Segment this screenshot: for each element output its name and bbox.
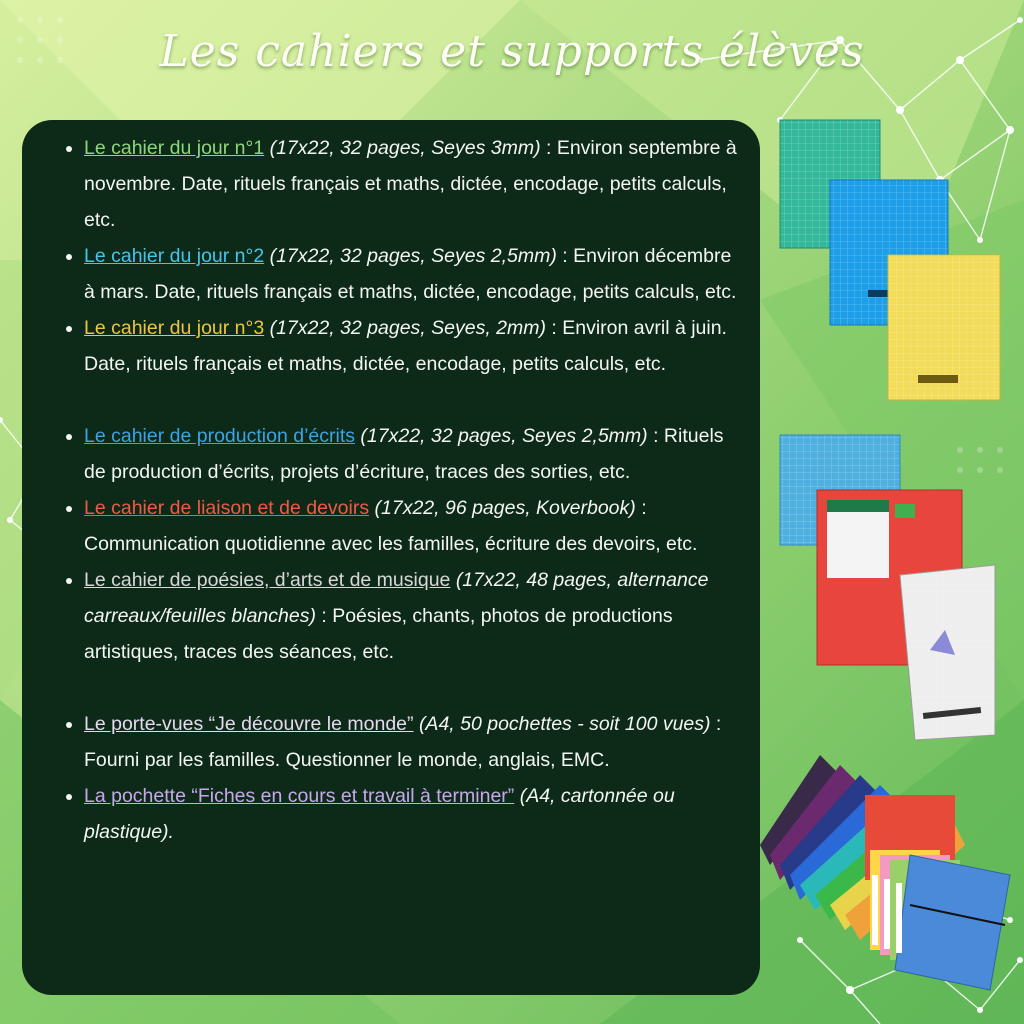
item-desc: : Rituels de production d’écrits, projets d’écriture, traces des sorties, etc.	[84, 425, 724, 483]
item-link[interactable]: Le cahier de production d’écrits	[84, 425, 355, 447]
item-link[interactable]: La pochette “Fiches en cours et travail à terminer”	[84, 785, 515, 807]
item-spec: (17x22, 32 pages, Seyes 2,5mm)	[269, 245, 557, 267]
notebooks-image-1	[770, 115, 1010, 415]
list-item	[84, 238, 742, 310]
item-spec: (17x22, 48 pages, alternance carreaux/feuilles blanches)	[84, 569, 709, 627]
supplies-panel	[22, 120, 760, 995]
item-spec: (17x22, 32 pages, Seyes 3mm)	[269, 137, 541, 159]
item-desc: : Communication quotidienne avec les familles, écriture des devoirs, etc.	[84, 497, 698, 555]
item-desc: : Environ septembre à novembre. Date, rituels français et maths, dictée, encodage, petits calculs, etc.	[84, 137, 737, 231]
item-spec: (17x22, 32 pages, Seyes 2,5mm)	[360, 425, 648, 447]
list-item	[84, 562, 742, 670]
item-desc: : Fourni par les familles. Questionner le monde, anglais, EMC.	[84, 713, 722, 771]
item-desc: : Environ avril à juin. Date, rituels français et maths, dictée, encodage, petits calculs, etc.	[84, 317, 727, 375]
list-item	[84, 706, 742, 778]
list-item	[84, 130, 742, 238]
list-item	[84, 778, 742, 850]
item-spec: (A4, 50 pochettes - soit 100 vues)	[418, 713, 711, 735]
notebooks-image-2	[775, 430, 1000, 745]
supplies-list	[62, 130, 742, 850]
list-item	[84, 490, 742, 562]
item-spec: (17x22, 96 pages, Koverbook)	[374, 497, 636, 519]
folders-image	[760, 755, 1020, 995]
item-link[interactable]: Le cahier du jour n°3	[84, 317, 265, 339]
item-link[interactable]: Le cahier du jour n°1	[84, 137, 265, 159]
item-spec: (A4, cartonnée ou plastique).	[84, 785, 675, 843]
item-link[interactable]: Le cahier de poésies, d’arts et de musique	[84, 569, 451, 591]
list-item	[84, 418, 742, 490]
item-spec: (17x22, 32 pages, Seyes, 2mm)	[269, 317, 546, 339]
item-link[interactable]: Le cahier du jour n°2	[84, 245, 265, 267]
item-desc: : Poésies, chants, photos de productions artistiques, traces des séances, etc.	[84, 605, 673, 663]
item-link[interactable]: Le porte-vues “Je découvre le monde”	[84, 713, 414, 735]
item-link[interactable]: Le cahier de liaison et de devoirs	[84, 497, 370, 519]
item-desc: : Environ décembre à mars. Date, rituels français et maths, dictée, encodage, petits calculs, etc.	[84, 245, 737, 303]
page-title: Les cahiers et supports élèves	[159, 26, 865, 77]
list-item	[84, 310, 742, 382]
